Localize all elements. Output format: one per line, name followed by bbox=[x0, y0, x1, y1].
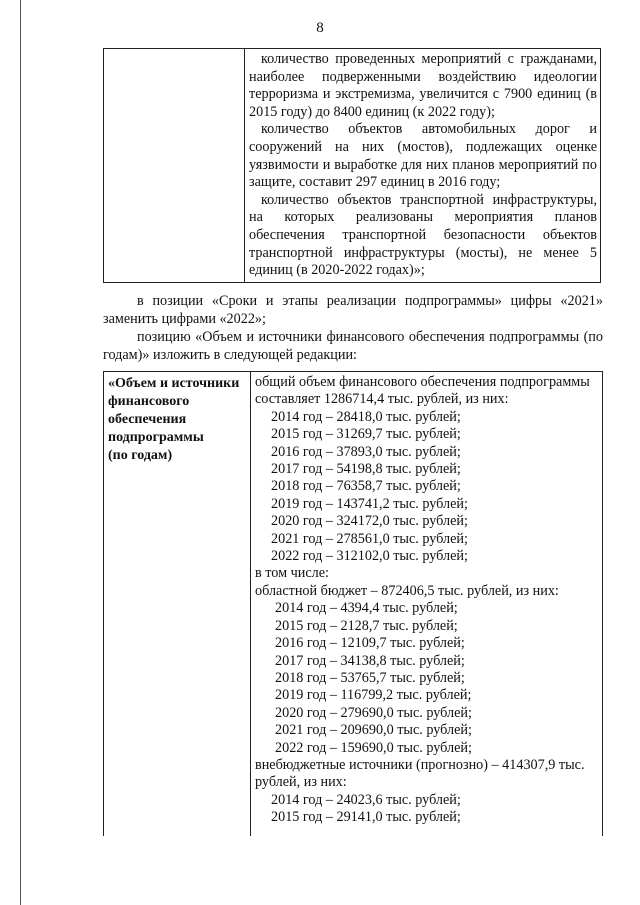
total-intro-line: общий объем финансового обеспечения подпрограммы bbox=[255, 374, 590, 390]
continued-table bbox=[103, 48, 601, 283]
extrabudget-intro-line: рублей, из них: bbox=[255, 774, 347, 791]
indicator-paragraph: количество объектов транспортной инфраструктуры, на которых реализованы мероприятия планов обеспечения транспортной безопасности объектов транспортной инфраструктуры (мосты), не менее 5 единиц (в 2020-2022 годах)»; bbox=[249, 191, 597, 279]
total-year-line: 2014 год – 28418,0 тыс. рублей; bbox=[271, 408, 461, 425]
total-year-line: 2015 год – 31269,7 тыс. рублей; bbox=[271, 426, 461, 443]
funding-heading-cell bbox=[104, 372, 251, 837]
regional-year-line: 2020 год – 279690,0 тыс. рублей; bbox=[275, 704, 472, 721]
total-year-line: 2020 год – 324172,0 тыс. рублей; bbox=[271, 513, 468, 530]
funding-table bbox=[103, 371, 603, 836]
regional-year-line: 2022 год – 159690,0 тыс. рублей; bbox=[275, 739, 472, 756]
table-left-cell bbox=[104, 49, 245, 283]
amendment-paragraph: в позиции «Сроки и этапы реализации подпрограммы» цифры «2021» заменить цифрами «2022»; bbox=[103, 293, 603, 327]
total-year-line: 2019 год – 143741,2 тыс. рублей; bbox=[271, 495, 468, 512]
regional-year-line: 2016 год – 12109,7 тыс. рублей; bbox=[275, 635, 465, 652]
total-intro-line: составляет 1286714,4 тыс. рублей, из них: bbox=[255, 391, 509, 408]
heading-line: «Объем и источники bbox=[108, 376, 240, 391]
regional-year-line: 2015 год – 2128,7 тыс. рублей; bbox=[275, 617, 458, 634]
regional-year-line: 2019 год – 116799,2 тыс. рублей; bbox=[275, 687, 472, 704]
funding-details-cell bbox=[251, 372, 603, 837]
table-row bbox=[104, 372, 603, 837]
indicator-paragraph: количество объектов автомобильных дорог и сооружений на них (мостов), подлежащих оценке уязвимости и выработке для них планов мероприятий по защите, составит 297 единиц в 2016 году; bbox=[249, 121, 597, 191]
total-year-line: 2022 год – 312102,0 тыс. рублей; bbox=[271, 548, 468, 565]
total-year-line: 2016 год – 37893,0 тыс. рублей; bbox=[271, 443, 461, 460]
indicator-paragraph: количество проведенных мероприятий с гражданами, наиболее подверженными воздействию идеологии терроризма и экстремизма, увеличится с 7900 единиц (в 2015 году) до 8400 единиц (к 2022 году); bbox=[249, 51, 597, 120]
heading-line: (по годам) bbox=[108, 448, 173, 463]
regional-intro-line: областной бюджет – 872406,5 тыс. рублей, из них: bbox=[255, 582, 559, 599]
extrabudget-year-line: 2015 год – 29141,0 тыс. рублей; bbox=[271, 809, 461, 826]
heading-line: обеспечения bbox=[108, 412, 187, 427]
amendment-paragraph: позицию «Объем и источники финансового обеспечения подпрограммы (по годам)» изложить в следующей редакции: bbox=[103, 329, 603, 363]
regional-year-line: 2014 год – 4394,4 тыс. рублей; bbox=[275, 600, 458, 617]
regional-year-line: 2021 год – 209690,0 тыс. рублей; bbox=[275, 722, 472, 739]
total-year-line: 2021 год – 278561,0 тыс. рублей; bbox=[271, 530, 468, 547]
extrabudget-year-line: 2014 год – 24023,6 тыс. рублей; bbox=[271, 791, 461, 808]
total-year-line: 2018 год – 76358,7 тыс. рублей; bbox=[271, 478, 461, 495]
page-number: 8 bbox=[316, 20, 324, 36]
regional-year-line: 2017 год – 34138,8 тыс. рублей; bbox=[275, 652, 465, 669]
heading-line: подпрограммы bbox=[108, 430, 204, 445]
including-line: в том числе: bbox=[255, 565, 329, 582]
total-year-line: 2017 год – 54198,8 тыс. рублей; bbox=[271, 461, 461, 478]
regional-year-line: 2018 год – 53765,7 тыс. рублей; bbox=[275, 669, 465, 686]
heading-line: финансового bbox=[108, 394, 190, 409]
table-right-cell bbox=[245, 49, 601, 283]
table-row bbox=[104, 49, 601, 283]
extrabudget-intro-line: внебюджетные источники (прогнозно) – 414307,9 тыс. bbox=[255, 756, 585, 773]
